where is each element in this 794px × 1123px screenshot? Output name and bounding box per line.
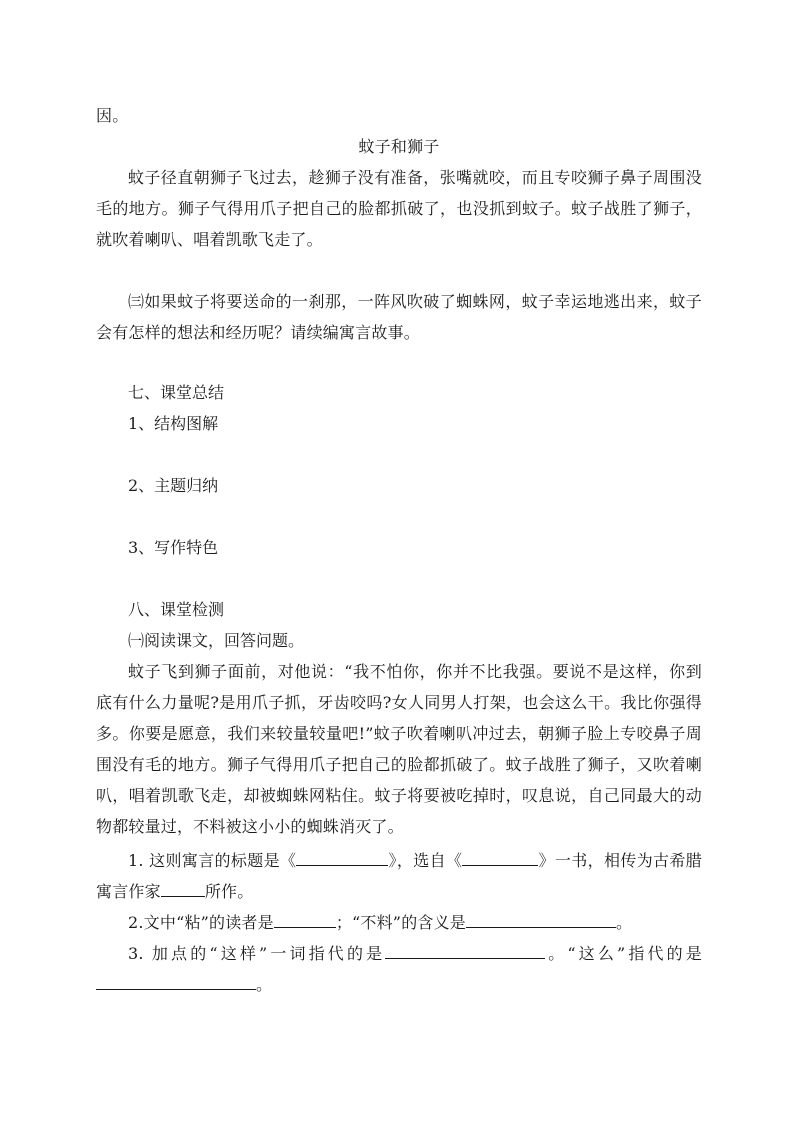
question-3-part-a: 3. 加点的“这样”一词指代的是 xyxy=(128,944,386,963)
question-1-part-d: 寓言作家 xyxy=(96,882,161,901)
previous-paragraph-tail: 因。 xyxy=(96,106,129,125)
answer-blank-book[interactable] xyxy=(462,849,538,866)
question-2 xyxy=(96,907,702,938)
question-3 xyxy=(96,938,702,1000)
section-8-heading: 八、课堂检测 xyxy=(128,600,225,619)
summary-item-writing: 3、写作特色 xyxy=(128,538,219,557)
answer-blank-author[interactable] xyxy=(161,880,205,897)
question-1-part-b: 》，选自《 xyxy=(388,851,463,870)
summary-item-structure: 1、结构图解 xyxy=(128,414,219,433)
summary-item-theme: 2、主题归纳 xyxy=(128,476,219,495)
question-1 xyxy=(96,845,702,907)
question-3-part-b: 。“这么”指代的是 xyxy=(545,944,702,963)
answer-blank-pronunciation[interactable] xyxy=(274,911,336,928)
question-1-part-e: 所作。 xyxy=(204,882,254,901)
answer-blank-zheyang[interactable] xyxy=(385,942,545,959)
question-1-part-c: 》一书，相传为古希腊 xyxy=(538,851,702,870)
answer-blank-meaning[interactable] xyxy=(466,911,616,928)
answer-blank-zheme[interactable] xyxy=(96,973,256,990)
reading-passage: 蚊子飞到狮子面前，对他说：“我不怕你，你并不比我强。要说不是这样，你到底有什么力量呢?是用爪子抓，牙齿咬吗?女人同男人打架，也会这么干。我比你强得多。你要是愿意，我们来较量较量吧!”蚊子吹着喇叭冲过去，朝狮子脸上专咬鼻子周围没有毛的地方。狮子气得用爪子把自己的脸都抓破了。蚊子战胜了狮子，又吹着喇叭，唱着凯歌飞走，却被蜘蛛网粘住。蚊子将要被吃掉时，叹息说，自己同最大的动物都较量过，不料被这小小的蜘蛛消灭了。 xyxy=(96,662,702,836)
question-2-part-a: 2.文中“粘”的读者是 xyxy=(128,913,274,932)
story-title: 蚊子和狮子 xyxy=(358,137,440,156)
question-2-part-c: 。 xyxy=(616,913,633,932)
section-7-heading: 七、课堂总结 xyxy=(128,383,225,402)
story-paragraph: 蚊子径直朝狮子飞过去，趁狮子没有准备，张嘴就咬，而且专咬狮子鼻子周围没毛的地方。狮子气得用爪子把自己的脸都抓破了，也没抓到蚊子。蚊子战胜了狮子，就吹着喇叭、唱着凯歌飞走了。 xyxy=(96,168,702,249)
question-3-part-c: 。 xyxy=(256,975,273,994)
question-1-part-a: 1. 这则寓言的标题是《 xyxy=(128,851,297,870)
answer-blank-title[interactable] xyxy=(296,849,388,866)
reading-instruction: ㈠阅读课文，回答问题。 xyxy=(128,631,305,650)
continuation-question: ㈢如果蚊子将要送命的一刹那，一阵风吹破了蜘蛛网，蚊子幸运地逃出来，蚊子会有怎样的想法和经历呢？请续编寓言故事。 xyxy=(96,292,702,342)
question-2-part-b: ；“不料”的含义是 xyxy=(335,913,466,932)
